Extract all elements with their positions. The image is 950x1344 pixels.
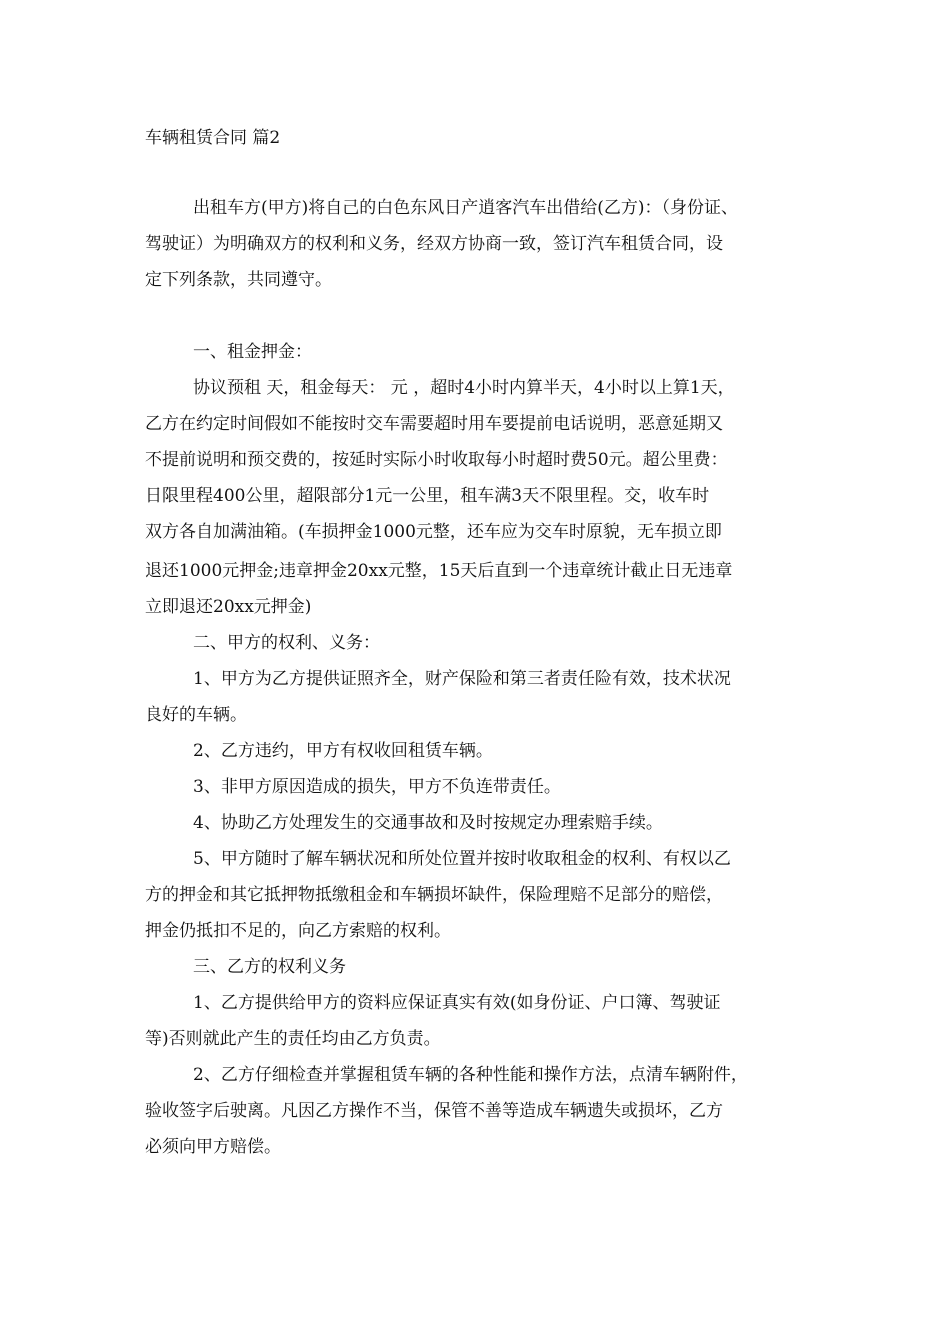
intro-line: 出租车方(甲方)将自己的白色东风日产逍客汽车出借给(乙方)：（身份证、 (193, 198, 739, 218)
paragraph-line: 退还1000元押金;违章押金20xx元整，15天后直到一个违章统计截止日无违章 (145, 561, 733, 581)
paragraph-line: 协议预租 天，租金每天： 元 ，超时4小时内算半天，4小时以上算1天， (193, 378, 735, 398)
paragraph-line: 乙方在约定时间假如不能按时交车需要超时用车要提前电话说明，恶意延期又 (145, 414, 723, 434)
intro-line: 定下列条款，共同遵守。 (145, 270, 332, 290)
paragraph-line: 1、乙方提供给甲方的资料应保证真实有效(如身份证、户口簿、驾驶证 (193, 993, 721, 1013)
paragraph-line: 必须向甲方赔偿。 (145, 1137, 281, 1157)
paragraph-line: 5、甲方随时了解车辆状况和所处位置并按时收取租金的权利、有权以乙 (193, 849, 731, 869)
paragraph-line: 方的押金和其它抵押物抵缴租金和车辆损坏缺件，保险理赔不足部分的赔偿， (145, 885, 723, 905)
section-heading-rent-deposit: 一、租金押金： (193, 342, 312, 362)
paragraph-line: 不提前说明和预交费的，按延时实际小时收取每小时超时费50元。超公里费： (145, 450, 728, 470)
paragraph-line: 等)否则就此产生的责任均由乙方负责。 (145, 1029, 441, 1049)
document-title: 车辆租赁合同 篇2 (145, 128, 281, 148)
paragraph-line: 押金仍抵扣不足的，向乙方索赔的权利。 (145, 921, 451, 941)
paragraph-line: 4、协助乙方处理发生的交通事故和及时按规定办理索赔手续。 (193, 813, 663, 833)
paragraph-line: 验收签字后驶离。凡因乙方操作不当，保管不善等造成车辆遗失或损坏，乙方 (145, 1101, 723, 1121)
paragraph-line: 2、乙方仔细检查并掌握租赁车辆的各种性能和操作方法，点清车辆附件， (193, 1065, 748, 1085)
section-heading-party-b: 三、乙方的权利义务 (193, 957, 346, 977)
paragraph-line: 2、乙方违约，甲方有权收回租赁车辆。 (193, 741, 493, 761)
paragraph-line: 双方各自加满油箱。(车损押金1000元整，还车应为交车时原貌，无车损立即 (145, 522, 722, 542)
paragraph-line: 日限里程400公里，超限部分1元一公里，租车满3天不限里程。交，收车时 (145, 486, 710, 506)
paragraph-line: 立即退还20xx元押金) (145, 597, 312, 617)
paragraph-line: 良好的车辆。 (145, 705, 247, 725)
section-heading-party-a: 二、甲方的权利、义务： (193, 633, 380, 653)
intro-line: 驾驶证）为明确双方的权利和义务，经双方协商一致，签订汽车租赁合同，设 (145, 234, 723, 254)
paragraph-line: 1、甲方为乙方提供证照齐全，财产保险和第三者责任险有效，技术状况 (193, 669, 731, 689)
paragraph-line: 3、非甲方原因造成的损失，甲方不负连带责任。 (193, 777, 561, 797)
